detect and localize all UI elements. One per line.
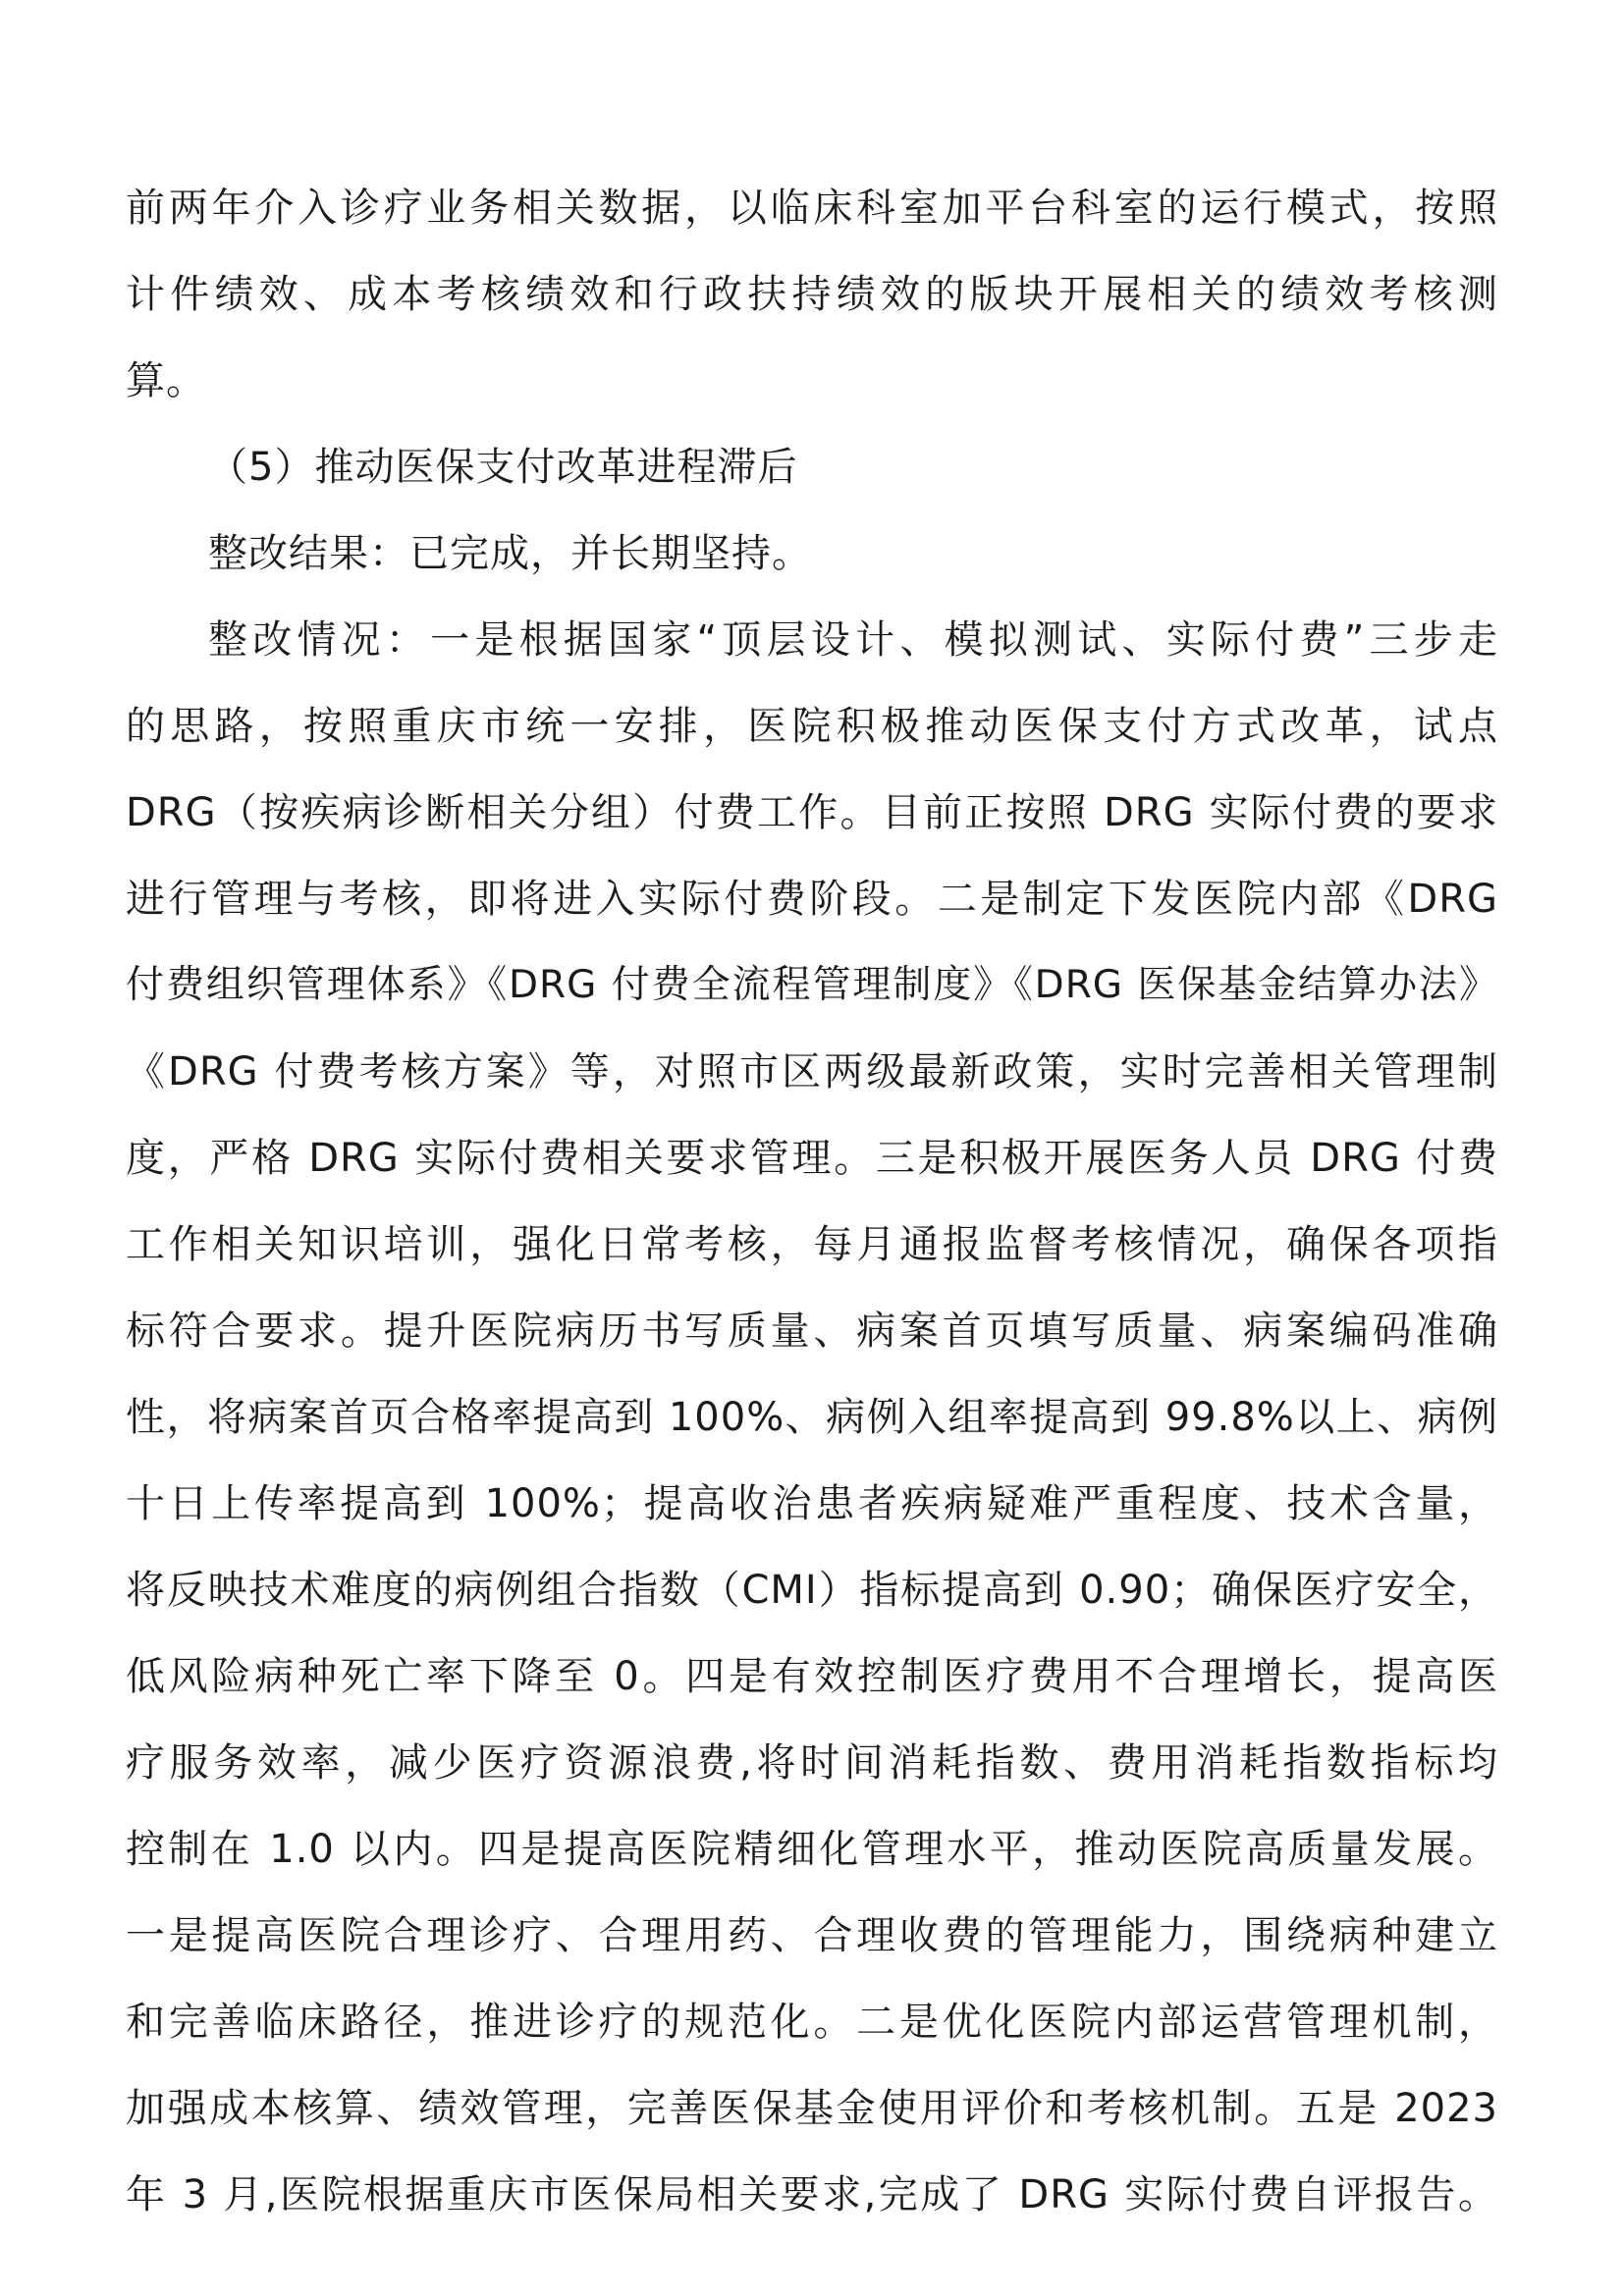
- text-line: 算。: [126, 358, 206, 403]
- rectification-result: 整改结果：已完成，并长期坚持。: [208, 531, 812, 576]
- text-line: 性，将病案首页合格率提高到 100%、病例入组率提高到 99.8%以上、病例: [126, 1395, 1498, 1440]
- text-line: 计件绩效、成本考核绩效和行政扶持绩效的版块开展相关的绩效考核测: [126, 272, 1498, 317]
- text-line: 一是提高医院合理诊疗、合理用药、合理收费的管理能力，围绕病种建立: [126, 1913, 1498, 1958]
- text-line: 十日上传率提高到 100%；提高收治患者疾病疑难严重程度、技术含量，: [126, 1481, 1498, 1526]
- text-line: 前两年介入诊疗业务相关数据，以临床科室加平台科室的运行模式，按照: [126, 186, 1498, 231]
- text-line: 付费组织管理体系》《DRG 付费全流程管理制度》《DRG 医保基金结算办法》: [126, 963, 1498, 1007]
- text-line: 控制在 1.0 以内。四是提高医院精细化管理水平，推动医院高质量发展。: [126, 1827, 1498, 1872]
- text-line: 加强成本核算、绩效管理，完善医保基金使用评价和考核机制。五是 2023: [126, 2086, 1498, 2131]
- text-line: 工作相关知识培训，强化日常考核，每月通报监督考核情况，确保各项指: [126, 1222, 1498, 1267]
- text-line: 疗服务效率，减少医疗资源浪费,将时间消耗指数、费用消耗指数指标均: [126, 1740, 1498, 1786]
- text-line: DRG（按疾病诊断相关分组）付费工作。目前正按照 DRG 实际付费的要求: [126, 790, 1498, 835]
- text-line: 将反映技术难度的病例组合指数（CMI）指标提高到 0.90；确保医疗安全，: [126, 1568, 1498, 1613]
- text-line: 低风险病种死亡率下降至 0。四是有效控制医疗费用不合理增长，提高医: [126, 1654, 1498, 1699]
- text-line: 和完善临床路径，推进诊疗的规范化。二是优化医院内部运营管理机制，: [126, 2000, 1498, 2045]
- text-line: 的思路，按照重庆市统一安排，医院积极推动医保支付方式改革，试点: [126, 704, 1498, 749]
- text-line: 度，严格 DRG 实际付费相关要求管理。三是积极开展医务人员 DRG 付费: [126, 1136, 1498, 1181]
- text-line: 整改情况：一是根据国家“顶层设计、模拟测试、实际付费”三步走: [208, 617, 1498, 663]
- text-line: 标符合要求。提升医院病历书写质量、病案首页填写质量、病案编码准确: [126, 1308, 1498, 1354]
- section-heading: （5）推动医保支付改革进程滞后: [208, 445, 798, 490]
- text-line: 《DRG 付费考核方案》等，对照市区两级最新政策，实时完善相关管理制: [126, 1049, 1498, 1095]
- text-line: 年 3 月,医院根据重庆市医保局相关要求,完成了 DRG 实际付费自评报告。: [126, 2172, 1498, 2217]
- text-line: 进行管理与考核，即将进入实际付费阶段。二是制定下发医院内部《DRG: [126, 877, 1498, 922]
